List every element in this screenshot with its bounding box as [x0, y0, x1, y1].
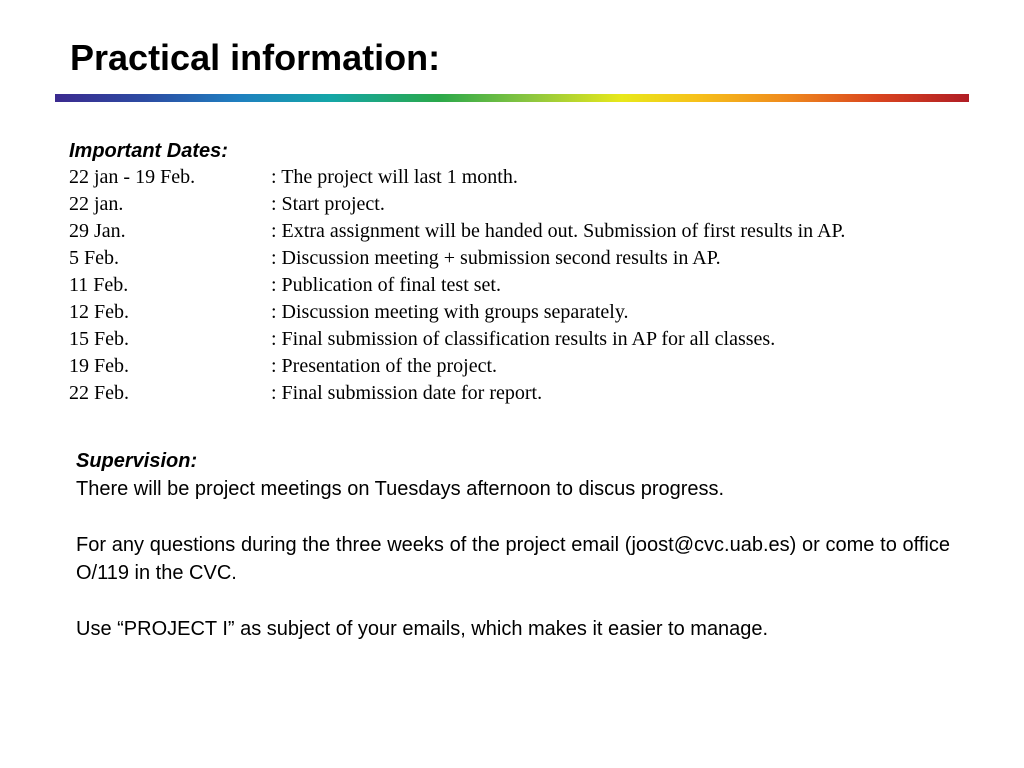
date-row	[69, 164, 969, 191]
date-label: 22 Feb.	[69, 382, 129, 404]
meetings-paragraph: There will be project meetings on Tuesdays afternoon to discus progress.	[76, 478, 725, 500]
important-dates-heading: Important Dates:	[69, 140, 228, 162]
email-subject-paragraph: Use “PROJECT I” as subject of your emails, which makes it easier to manage.	[76, 618, 769, 640]
date-label: 15 Feb.	[69, 328, 129, 350]
date-description: : Publication of final test set.	[271, 274, 501, 296]
date-description: : The project will last 1 month.	[271, 166, 518, 188]
date-row	[69, 218, 969, 245]
dates-list	[69, 164, 969, 407]
date-row	[69, 245, 969, 272]
date-row	[69, 191, 969, 218]
date-label: 5 Feb.	[69, 247, 119, 269]
date-row	[69, 380, 969, 407]
date-label: 22 jan - 19 Feb.	[69, 166, 196, 188]
date-label: 11 Feb.	[69, 274, 129, 296]
date-row	[69, 299, 969, 326]
supervision-heading: Supervision:	[76, 450, 198, 472]
date-row	[69, 353, 969, 380]
date-label: 22 jan.	[69, 193, 124, 215]
date-description: : Final submission date for report.	[271, 382, 543, 404]
date-row	[69, 326, 969, 353]
supervision-section	[76, 447, 950, 643]
date-description: : Discussion meeting with groups separately.	[271, 301, 629, 323]
date-description: : Presentation of the project.	[271, 355, 498, 377]
date-description: : Start project.	[271, 193, 385, 215]
title-divider	[55, 94, 969, 102]
date-label: 19 Feb.	[69, 355, 129, 377]
date-description: : Discussion meeting + submission second results in AP.	[271, 247, 721, 269]
date-row	[69, 272, 969, 299]
date-description: : Final submission of classification results in AP for all classes.	[271, 328, 776, 350]
slide-title: Practical information:	[70, 37, 441, 78]
contact-paragraph: For any questions during the three weeks of the project email (joost@cvc.uab.es) or come to office O/119 in the CVC.	[76, 534, 950, 584]
date-label: 12 Feb.	[69, 301, 129, 323]
date-description: : Extra assignment will be handed out. Submission of first results in AP.	[271, 220, 846, 242]
important-dates-section	[69, 138, 969, 407]
date-label: 29 Jan.	[69, 220, 126, 242]
